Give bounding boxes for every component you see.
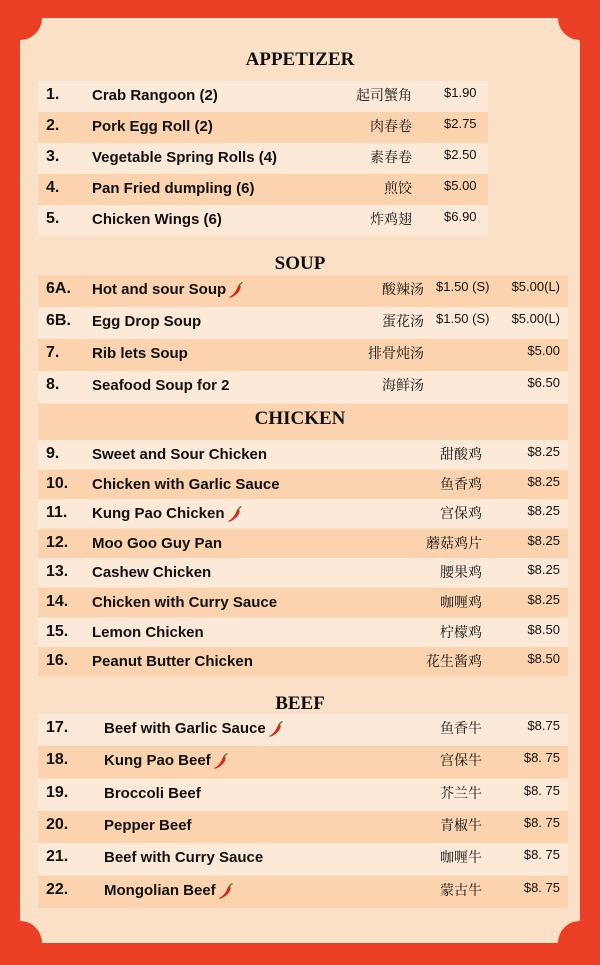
item-chinese-name: 煎饺 xyxy=(384,180,412,196)
menu-item-row xyxy=(38,811,568,843)
item-price: $8. 75 xyxy=(523,879,560,895)
item-name xyxy=(104,752,229,770)
item-chinese-name: 起司蟹角 xyxy=(356,87,412,103)
item-name xyxy=(92,476,280,493)
item-number: 14. xyxy=(46,593,69,610)
item-chinese-name: 青椒牛 xyxy=(440,816,482,833)
item-name xyxy=(92,211,222,228)
menu-item-row xyxy=(38,143,568,174)
item-name xyxy=(92,653,253,670)
item-name-text: Peanut Butter Chicken xyxy=(92,653,253,671)
item-name xyxy=(92,624,204,641)
item-name-text: Pork Egg Roll (2) xyxy=(92,118,213,135)
item-number: 2. xyxy=(46,117,60,134)
menu-item-row xyxy=(38,205,568,236)
item-chinese-name: 宫保牛 xyxy=(440,752,482,769)
item-price: $1.90 xyxy=(444,85,477,100)
menu-item-row xyxy=(38,81,568,112)
item-chinese-name: 蒙古牛 xyxy=(440,881,482,898)
item-number: 17. xyxy=(46,719,69,736)
section-heading-chicken: CHICKEN xyxy=(254,408,346,429)
item-number: 9. xyxy=(46,445,60,462)
item-name xyxy=(92,564,211,581)
item-name-text: Pepper Beef xyxy=(104,816,192,834)
item-number: 22. xyxy=(46,880,69,898)
item-name-text: Rib lets Soup xyxy=(92,345,188,362)
item-price-large: $6.50 xyxy=(527,375,560,390)
item-name-text: Crab Rangoon (2) xyxy=(92,87,218,104)
item-price: $2.75 xyxy=(444,116,477,131)
menu-item-row xyxy=(38,647,568,676)
item-chinese-name: 素春卷 xyxy=(370,149,412,165)
item-name xyxy=(104,720,284,738)
item-name xyxy=(92,87,218,104)
item-price: $6.90 xyxy=(444,209,477,224)
item-chinese-name: 鱼香牛 xyxy=(440,720,482,736)
item-name-text: Cashew Chicken xyxy=(92,564,212,582)
item-name xyxy=(104,817,192,834)
chili-pepper-icon xyxy=(218,882,234,900)
item-number: 21. xyxy=(46,848,69,866)
item-name-text: Chicken with Curry Sauce xyxy=(92,594,278,611)
item-name xyxy=(104,785,201,802)
item-name xyxy=(92,149,277,166)
item-name xyxy=(104,882,234,900)
item-price-large: $5.00(L) xyxy=(511,311,560,326)
item-name xyxy=(92,313,201,330)
item-number: 16. xyxy=(46,652,69,670)
item-number: 6B. xyxy=(46,312,71,329)
item-chinese-name: 花生酱鸡 xyxy=(426,653,482,670)
item-name xyxy=(92,446,267,463)
item-price: $8. 75 xyxy=(523,847,560,863)
item-name-text: Sweet and Sour Chicken xyxy=(92,446,268,463)
item-price-large: $5.00(L) xyxy=(511,279,560,294)
item-name xyxy=(92,118,213,135)
item-name-text: Kung Pao Chicken xyxy=(92,505,225,523)
item-chinese-name: 咖喱牛 xyxy=(440,849,482,866)
item-name xyxy=(92,594,277,611)
item-price: $8.25 xyxy=(527,444,560,459)
menu-item-row xyxy=(38,499,568,528)
item-price-small: $1.50 (S) xyxy=(436,279,490,294)
item-name-text: Pan Fried dumpling (6) xyxy=(92,180,255,197)
item-name-text: Beef with Garlic Sauce xyxy=(104,720,266,737)
item-name xyxy=(92,345,188,362)
item-number: 4. xyxy=(46,179,60,196)
item-name xyxy=(92,535,222,552)
section-heading-soup: SOUP xyxy=(274,253,326,274)
item-price: $8.25 xyxy=(527,473,560,489)
item-name-text: Hot and sour Soup xyxy=(92,281,227,298)
item-number: 12. xyxy=(46,533,69,551)
item-chinese-name: 甜酸鸡 xyxy=(440,446,482,462)
item-number: 6A. xyxy=(46,280,71,297)
item-chinese-name: 蛋花汤 xyxy=(382,313,424,329)
item-chinese-name: 酸辣汤 xyxy=(382,281,424,297)
item-price-large: $5.00 xyxy=(527,343,560,358)
item-price: $8.50 xyxy=(527,651,560,667)
item-name xyxy=(92,377,230,394)
item-number: 1. xyxy=(46,86,60,103)
menu-item-row xyxy=(38,339,568,371)
item-number: 5. xyxy=(46,210,60,227)
item-price: $8.50 xyxy=(527,621,560,637)
item-price: $8. 75 xyxy=(523,814,560,830)
item-name xyxy=(92,281,244,299)
item-chinese-name: 排骨炖汤 xyxy=(368,345,424,361)
menu-item-row xyxy=(38,371,568,403)
item-price: $8.25 xyxy=(527,562,560,578)
item-number: 13. xyxy=(46,563,69,581)
item-number: 11. xyxy=(46,504,68,522)
item-chinese-name: 宫保鸡 xyxy=(440,505,482,522)
item-name-text: Chicken Wings (6) xyxy=(92,211,222,228)
item-chinese-name: 腰果鸡 xyxy=(440,564,482,581)
item-price: $8. 75 xyxy=(523,782,560,798)
item-name-text: Chicken with Garlic Sauce xyxy=(92,475,280,493)
menu-item-row xyxy=(38,746,568,778)
item-number: 19. xyxy=(46,783,69,801)
item-number: 10. xyxy=(46,474,69,492)
item-number: 20. xyxy=(46,815,69,833)
item-number: 15. xyxy=(46,622,69,640)
chili-pepper-icon xyxy=(213,752,229,770)
menu-item-row xyxy=(38,714,568,746)
item-chinese-name: 海鲜汤 xyxy=(382,377,424,393)
item-price: $8.75 xyxy=(527,718,560,733)
item-name-text: Lemon Chicken xyxy=(92,623,204,641)
item-chinese-name: 芥兰牛 xyxy=(440,784,482,801)
item-name-text: Mongolian Beef xyxy=(104,881,216,899)
item-price: $8.25 xyxy=(527,503,560,519)
item-name xyxy=(104,849,263,866)
item-number: 8. xyxy=(46,376,60,393)
menu-item-row xyxy=(38,440,568,469)
item-chinese-name: 肉春卷 xyxy=(370,118,412,134)
chili-pepper-icon xyxy=(268,720,284,738)
menu-item-row xyxy=(38,529,568,558)
menu-item-row xyxy=(38,843,568,875)
item-name-text: Egg Drop Soup xyxy=(92,313,202,330)
menu-item-row xyxy=(38,558,568,587)
item-number: 18. xyxy=(46,751,69,769)
item-number: 7. xyxy=(46,344,60,361)
item-chinese-name: 咖喱鸡 xyxy=(440,594,482,610)
item-name xyxy=(92,180,255,197)
item-name-text: Beef with Curry Sauce xyxy=(104,849,264,867)
menu-item-row xyxy=(38,275,568,307)
menu-item-row xyxy=(38,307,568,339)
item-chinese-name: 柠檬鸡 xyxy=(440,623,482,640)
item-name-text: Broccoli Beef xyxy=(104,784,201,802)
menu-item-row xyxy=(38,779,568,811)
menu-item-row xyxy=(38,470,568,499)
menu-item-row xyxy=(38,588,568,617)
item-name-text: Seafood Soup for 2 xyxy=(92,377,230,394)
item-chinese-name: 炸鸡翅 xyxy=(370,211,412,227)
chili-pepper-icon xyxy=(227,505,243,523)
item-name-text: Vegetable Spring Rolls (4) xyxy=(92,149,278,166)
item-price: $8.25 xyxy=(527,592,560,607)
item-chinese-name: 鱼香鸡 xyxy=(440,475,482,492)
item-name xyxy=(92,505,243,523)
item-price: $2.50 xyxy=(444,147,477,162)
item-price: $8. 75 xyxy=(523,750,560,766)
section-heading-beef: BEEF xyxy=(275,693,325,714)
item-price: $8.25 xyxy=(527,532,560,548)
section-heading-appetizer: APPETIZER xyxy=(245,49,355,70)
item-chinese-name: 蘑菇鸡片 xyxy=(426,534,482,551)
item-number: 3. xyxy=(46,148,60,165)
menu-item-row xyxy=(38,174,568,205)
menu-item-row xyxy=(38,618,568,647)
item-price: $5.00 xyxy=(444,178,477,193)
item-price-small: $1.50 (S) xyxy=(436,311,490,326)
item-name-text: Moo Goo Guy Pan xyxy=(92,534,222,552)
chili-pepper-icon xyxy=(228,281,244,299)
menu-item-row xyxy=(38,876,568,908)
menu-item-row xyxy=(38,112,568,143)
item-name-text: Kung Pao Beef xyxy=(104,752,211,770)
